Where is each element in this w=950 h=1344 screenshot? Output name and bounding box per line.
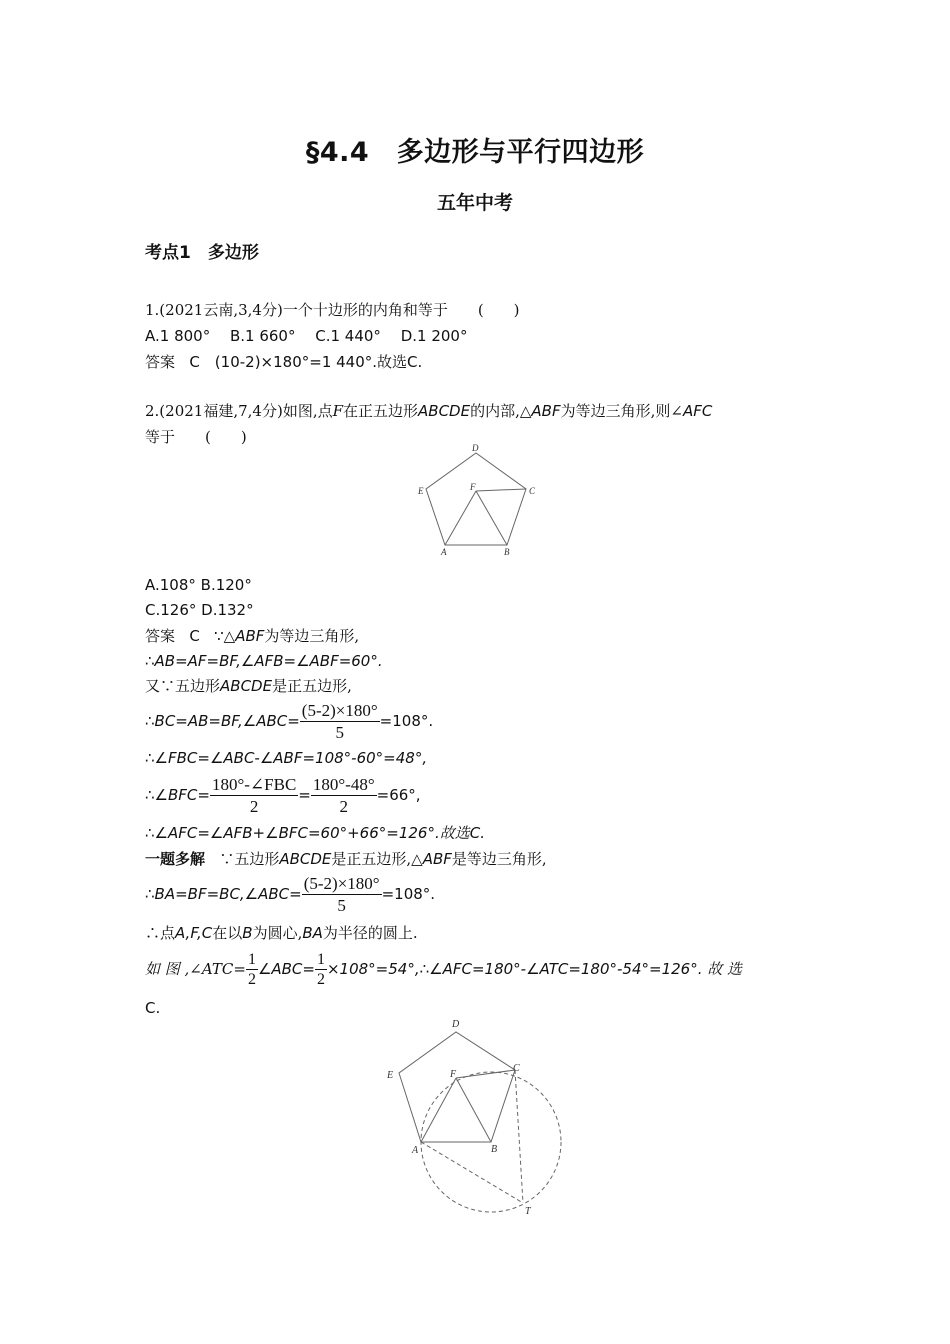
label-b: B	[504, 547, 510, 557]
segment-fc	[476, 489, 526, 491]
q1-options: A.1 800° B.1 660° C.1 440° D.1 200°	[145, 327, 468, 345]
fraction-numerator: 180°-48°	[312, 775, 375, 794]
fraction	[302, 873, 382, 916]
q2-var: ABF	[235, 627, 265, 645]
fraction	[210, 774, 298, 817]
q2-alt-part: ∴点	[145, 924, 176, 942]
fraction-denominator: 5	[337, 896, 346, 915]
fraction-denominator: 2	[339, 797, 348, 816]
q2-alt-part: 为圆心,	[252, 924, 303, 942]
q2-var: ABCDE	[220, 677, 273, 695]
q2-alt-part: ∠ABC=	[257, 960, 315, 978]
label-c: C	[529, 486, 536, 496]
q2-alt-line3	[145, 923, 418, 943]
q2-alt-part: 是正五边形,△	[331, 850, 423, 868]
q2-alt-part: ∵五边形	[219, 850, 280, 868]
segment-at	[421, 1142, 523, 1203]
segment-bf	[456, 1078, 491, 1142]
fraction	[300, 700, 380, 743]
fraction	[246, 950, 258, 989]
pentagon-figure-1	[412, 440, 540, 560]
q2-alt-part: 为半径的圆上.	[322, 924, 418, 942]
q2-sol-part: ∵△	[214, 627, 236, 645]
fraction-denominator: 2	[247, 971, 256, 988]
q2-sol-part: ∴∠BFC=	[145, 786, 210, 804]
q2-solution-line5	[145, 748, 427, 768]
q2-options-line2: C.126° D.132°	[145, 601, 254, 619]
fraction-numerator: 180°-∠FBC	[211, 775, 297, 794]
fraction-denominator: 5	[335, 723, 344, 742]
q2-sol-part: 又∵五边形	[145, 677, 221, 695]
label-a: A	[412, 1145, 419, 1156]
label-d: D	[472, 443, 479, 453]
q2-sol-part: 是正五边形,	[272, 677, 352, 695]
q2-var: ABF	[422, 850, 452, 868]
fraction-numerator: 1	[316, 951, 325, 968]
q2-var: B	[242, 924, 253, 942]
q2-var: BA	[302, 924, 323, 942]
q2-solution-line2	[145, 651, 383, 671]
fraction-denominator: 2	[249, 797, 259, 816]
q1-answer-text: C (10-2)×180°=1 440°.故选C.	[189, 353, 423, 371]
segment-af	[421, 1078, 456, 1142]
q2-stem-part: 的内部,△	[470, 402, 532, 420]
label-d: D	[452, 1019, 460, 1030]
q2-alt-part: =108°.	[381, 885, 436, 903]
q2-stem-part: 为等边三角形,则∠	[560, 402, 683, 420]
label-a: A	[441, 547, 447, 557]
q2-alt-part: 在以	[212, 924, 243, 942]
q2-alt-part: ×108°=54°,∴∠AFC=180°-∠ATC=180°-54°=126°. 故 选	[326, 960, 743, 978]
q2-stem-part: 2.(2021福建,7,4分)如图,点	[145, 402, 333, 420]
q2-var: ABF	[531, 402, 561, 420]
q2-answer-choice: C	[189, 627, 200, 645]
q2-sol-part: 为等边三角形,	[264, 627, 360, 645]
q2-solution-line4	[145, 700, 433, 743]
q2-sol-part: =	[298, 786, 311, 804]
q2-options-line1: A.108° B.120°	[145, 576, 252, 594]
q2-var: A,F,C	[175, 924, 213, 942]
fraction	[311, 774, 377, 817]
q2-sol-part: =108°.	[379, 712, 434, 730]
q2-sol-text: ∴∠AFC=∠AFB+∠BFC=60°+66°=126°.故选C.	[145, 824, 485, 842]
q2-alt-line4	[145, 948, 742, 990]
segment-bf	[476, 491, 507, 545]
section-heading: 考点1 多边形	[145, 243, 259, 263]
q2-alt-part: 是等边三角形,	[451, 850, 547, 868]
page-subtitle: 五年中考	[436, 192, 513, 214]
q2-alt-part: ∴BA=BF=BC,∠ABC=	[145, 885, 302, 903]
label-e: E	[387, 1070, 394, 1081]
q2-var: ABCDE	[418, 402, 471, 420]
q2-sol-part: =66°,	[376, 786, 421, 804]
segment-ct	[515, 1070, 523, 1203]
q2-solution-line6	[145, 774, 421, 817]
label-t: T	[525, 1206, 531, 1217]
segment-af	[445, 491, 476, 545]
label-c: C	[513, 1063, 520, 1074]
pentagon-outline	[426, 453, 526, 545]
q2-sol-text: ∴∠FBC=∠ABC-∠ABF=108°-60°=48°,	[145, 749, 428, 767]
fraction	[315, 950, 327, 989]
q2-solution-line7	[145, 823, 485, 843]
q2-alt-part: 如 图 ,∠ATC=	[145, 960, 246, 978]
fraction-numerator: 1	[247, 951, 256, 968]
label-f: F	[470, 482, 476, 492]
q1-stem: 1.(2021云南,3,4分)一个十边形的内角和等于 ( )	[145, 301, 520, 319]
label-f: F	[450, 1069, 457, 1080]
alt-solution-label: 一题多解	[145, 850, 206, 868]
q2-var: AFC	[682, 402, 713, 420]
q2-alt-line5: C.	[145, 999, 161, 1017]
label-e: E	[418, 486, 424, 496]
q2-var: F	[332, 402, 344, 420]
q2-solution-line3	[145, 676, 352, 696]
q2-stem-part: 在正五边形	[343, 402, 419, 420]
pentagon-outline	[399, 1032, 515, 1142]
fraction-numerator: (5-2)×180°	[303, 874, 380, 893]
fraction-denominator: 2	[316, 971, 325, 988]
q1-answer-label: 答案	[145, 353, 176, 371]
q2-stem-line1	[145, 401, 712, 421]
q2-stem-line2: 等于 ( )	[145, 428, 247, 446]
q2-alt-line2	[145, 873, 435, 916]
fraction-numerator: (5-2)×180°	[301, 701, 378, 720]
pentagon-figure-2	[380, 1015, 570, 1220]
q2-alt-line1	[145, 849, 547, 869]
q2-solution-line1	[145, 626, 359, 646]
q1-answer	[145, 352, 422, 372]
page-title: §4.4 多边形与平行四边形	[305, 137, 645, 168]
label-b: B	[491, 1144, 498, 1155]
q2-answer-label: 答案	[145, 627, 176, 645]
q2-sol-part: ∴BC=AB=BF,∠ABC=	[145, 712, 300, 730]
q2-sol-text: ∴AB=AF=BF,∠AFB=∠ABF=60°.	[145, 652, 383, 670]
q2-var: ABCDE	[279, 850, 332, 868]
